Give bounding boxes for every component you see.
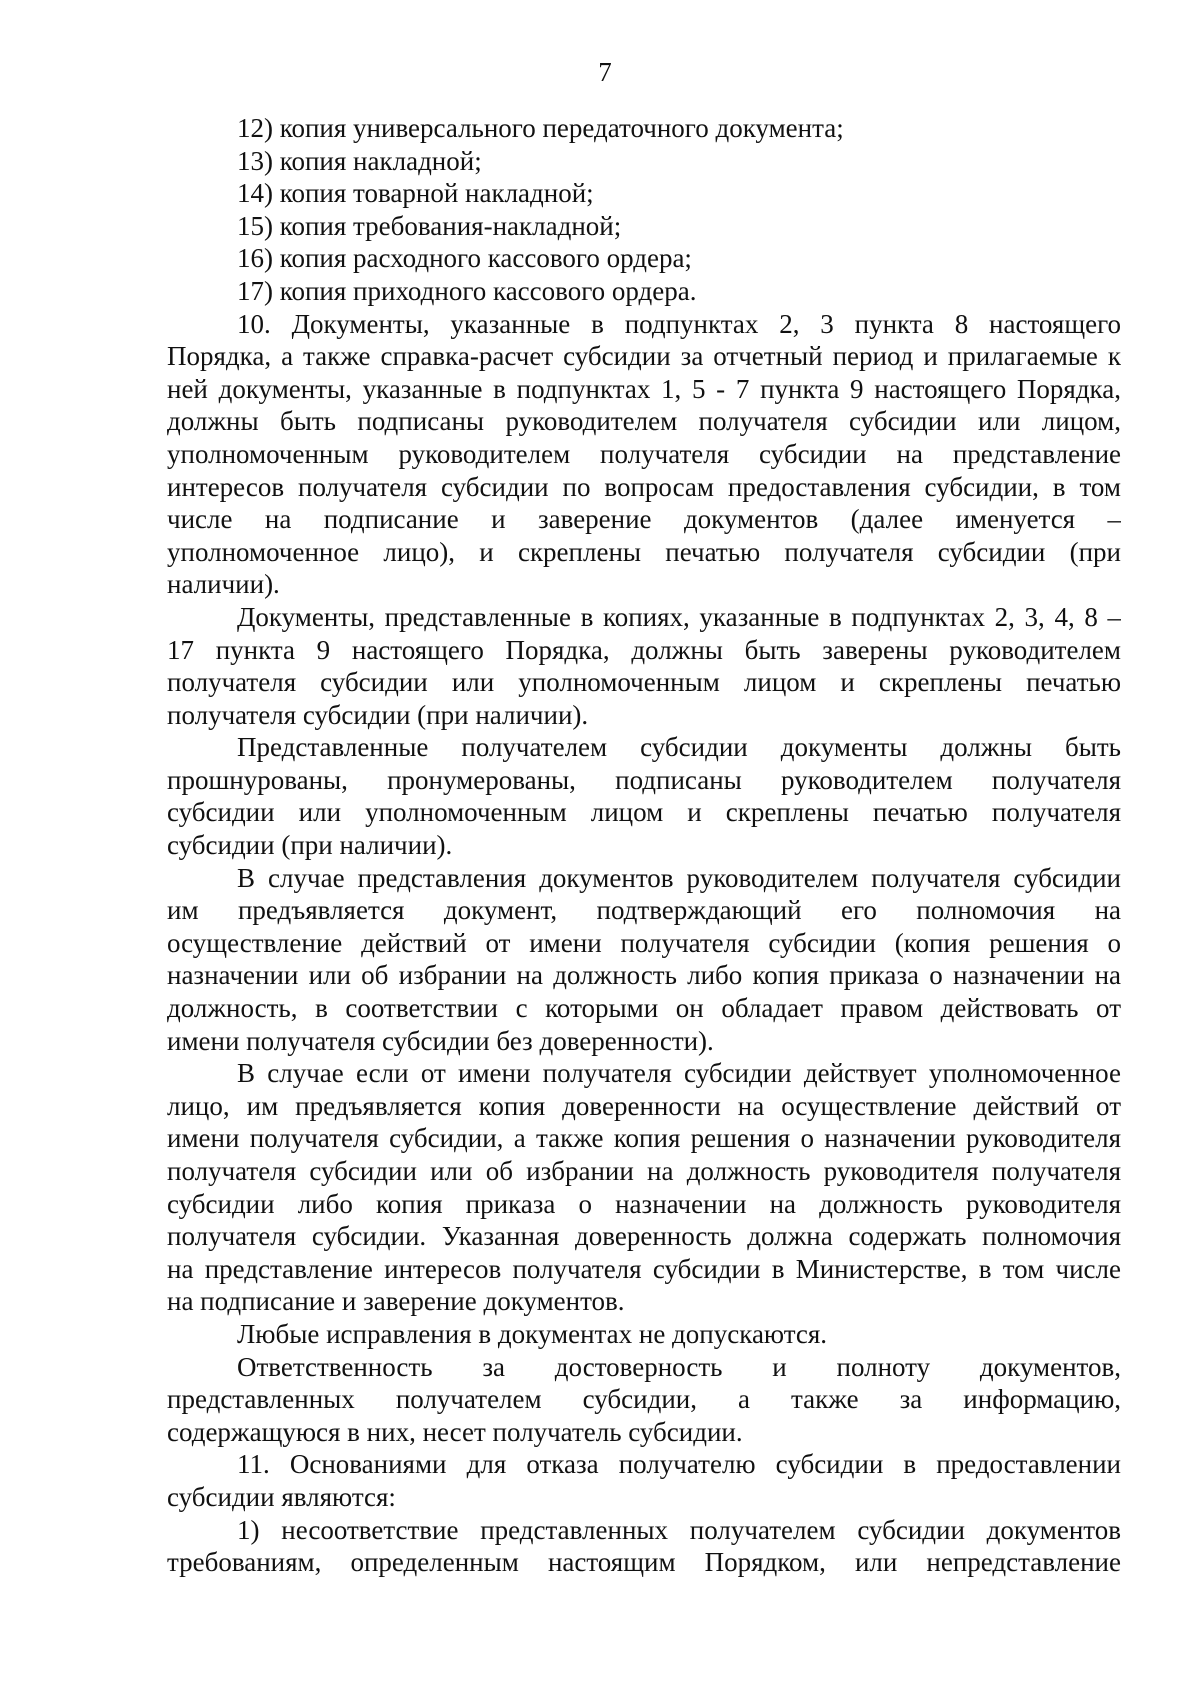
page-number: 7 xyxy=(598,57,612,87)
text-line: получателя субсидии. Указанная доверенность должна содержать полномочия xyxy=(167,1221,1121,1252)
text-line: должность, в соответствии с которыми он обладает правом действовать от xyxy=(167,993,1121,1024)
text-line: получателя субсидии или уполномоченным лицом и скреплены печатью xyxy=(167,667,1121,698)
text-line: 17 пункта 9 настоящего Порядка, должны быть заверены руководителем xyxy=(167,634,1121,665)
document-body xyxy=(167,112,1121,1579)
text-line: 13) копия накладной; xyxy=(237,145,482,176)
text-line: наличии). xyxy=(167,569,280,600)
text-line: должны быть подписаны руководителем получателя субсидии или лицом, xyxy=(167,406,1121,437)
text-line: 17) копия приходного кассового ордера. xyxy=(237,275,697,306)
text-line: прошнурованы, пронумерованы, подписаны руководителем получателя xyxy=(167,764,1121,795)
text-line: представленных получателем субсидии, а также за информацию, xyxy=(167,1384,1121,1415)
text-line: числе на подписание и заверение документов (далее именуется – xyxy=(167,504,1121,535)
text-line: В случае представления документов руководителем получателя субсидии xyxy=(237,862,1121,893)
text-line: В случае если от имени получателя субсидии действует уполномоченное xyxy=(237,1058,1121,1089)
text-line: им предъявляется документ, подтверждающий его полномочия на xyxy=(167,895,1121,926)
text-line: уполномоченным руководителем получателя субсидии на представление xyxy=(167,438,1121,469)
text-line: Документы, представленные в копиях, указанные в подпунктах 2, 3, 4, 8 – xyxy=(237,601,1121,632)
text-line: Любые исправления в документах не допускаются. xyxy=(237,1318,828,1349)
text-line: получателя субсидии или об избрании на должность руководителя получателя xyxy=(167,1156,1121,1186)
text-line: требованиям, определенным настоящим Порядком, или непредставление xyxy=(167,1547,1121,1578)
text-line: Порядка, а также справка-расчет субсидии за отчетный период и прилагаемые к xyxy=(167,341,1121,372)
text-line: 16) копия расходного кассового ордера; xyxy=(237,243,692,274)
text-line: имени получателя субсидии без доверенности). xyxy=(167,1025,714,1056)
text-line: 15) копия требования-накладной; xyxy=(237,210,622,241)
text-line: субсидии являются: xyxy=(167,1481,396,1512)
text-line: на представление интересов получателя субсидии в Министерстве, в том числе xyxy=(167,1253,1121,1284)
text-line: 12) копия универсального передаточного документа; xyxy=(237,113,844,143)
text-line: интересов получателя субсидии по вопросам предоставления субсидии, в том xyxy=(167,471,1121,502)
text-line: уполномоченное лицо), и скреплены печатью получателя субсидии (при xyxy=(167,536,1121,567)
text-line: назначении или об избрании на должность либо копия приказа о назначении на xyxy=(167,960,1121,991)
text-line: Ответственность за достоверность и полноту документов, xyxy=(237,1351,1121,1382)
text-line: 11. Основаниями для отказа получателю субсидии в предоставлении xyxy=(237,1449,1121,1480)
text-line: на подписание и заверение документов. xyxy=(167,1286,625,1317)
text-line: лицо, им предъявляется копия доверенности на осуществление действий от xyxy=(167,1090,1121,1121)
text-line: ней документы, указанные в подпунктах 1, 5 - 7 пункта 9 настоящего Порядка, xyxy=(167,373,1121,404)
text-line: субсидии (при наличии). xyxy=(167,830,453,861)
text-line: получателя субсидии (при наличии). xyxy=(167,699,589,730)
text-line: 10. Документы, указанные в подпунктах 2, 3 пункта 8 настоящего xyxy=(237,308,1121,339)
text-line: Представленные получателем субсидии документы должны быть xyxy=(237,732,1121,763)
text-line: субсидии или уполномоченным лицом и скреплены печатью получателя xyxy=(167,797,1121,828)
text-line: 1) несоответствие представленных получателем субсидии документов xyxy=(237,1514,1121,1545)
text-line: субсидии либо копия приказа о назначении на должность руководителя xyxy=(167,1188,1121,1219)
text-line: содержащуюся в них, несет получатель субсидии. xyxy=(167,1416,743,1447)
text-line: имени получателя субсидии, а также копия решения о назначении руководителя xyxy=(167,1123,1121,1154)
text-line: осуществление действий от имени получателя субсидии (копия решения о xyxy=(167,927,1121,958)
text-line: 14) копия товарной накладной; xyxy=(237,178,594,209)
